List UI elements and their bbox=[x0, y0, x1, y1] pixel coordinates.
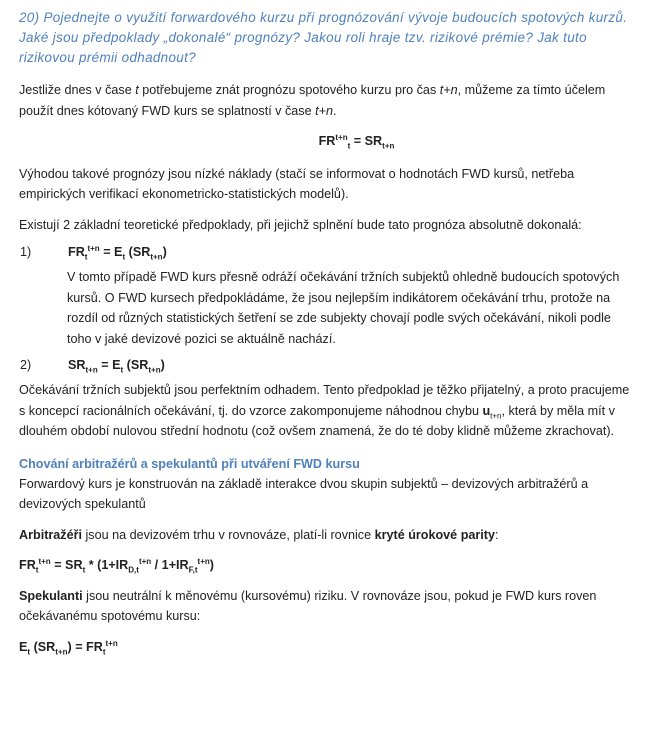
arbitrageurs-paragraph: Arbitražéři jsou na devizovém trhu v rovnováze, platí-li rovnice kryté úrokové parity: bbox=[19, 527, 499, 542]
advantage-paragraph: Výhodou takové prognózy jsou nízké náklady (stačí se informovat o hodnotách FWD kursů, netřeba empirických verifikací ekonometricko-statistických modelů). bbox=[19, 166, 575, 201]
intro-paragraph: Jestliže dnes v čase t potřebujeme znát prognózu spotového kurzu pro čas t+n, můžeme za tímto účelem použít dnes kótovaný FWD kurs se splatností v čase t+n. bbox=[19, 83, 606, 118]
parity-formula: $FR_t^{t+n} = SR_t * (1+IR_{D,t}^{t+n} / 1+IR_{F,t}^{t+n})$ bbox=[19, 556, 214, 575]
main-formula: $FR^{t+n}_t = SR_{t+n}$ bbox=[318, 132, 395, 151]
assumption-1 bbox=[19, 243, 634, 262]
assumptions-intro: Existují 2 základní teoretické předpoklady, při jejichž splnění bude tato prognóza absolutně dokonalá: bbox=[19, 217, 582, 232]
assumption-2-formula: $SR_{t+n} = E_t$ $(SR_{t+n})$ bbox=[68, 358, 165, 375]
section-intro: Forwardový kurs je konstruován na základě interakce dvou skupin subjektů – devizových arbitražérů a devizových spekulantů bbox=[19, 476, 589, 511]
document-page bbox=[19, 8, 634, 667]
assumption-2 bbox=[19, 358, 634, 375]
question-heading: 20) Pojednejte o využití forwardového kurzu při prognózování vývoje budoucích spotových kurzů. Jaké jsou předpoklady „dokonalé“ prognózy? Jakou roli hraje tzv. rizikové prémie? Jak tuto rizikovou prémii odhadnout? bbox=[19, 10, 628, 65]
section-heading: Chování arbitražérů a spekulantů při utváření FWD kursu bbox=[19, 456, 360, 471]
assumption-1-formula: $FR_t^{t+n} = E_t$ $(SR_{t+n})$ bbox=[68, 243, 167, 262]
expectations-paragraph: Očekávání tržních subjektů jsou perfektním odhadem. Tento předpoklad je těžko přijatelný, a proto pracujeme s koncepcí racionálních očekávání, tj. do vzorce zakomponujeme náhodnou chybu $u_{t+n}$, která by měla mít v dlouhém období nulovou střední hodnotu (což ovšem znamená, že do té doby klidně můžeme zkrachovat). bbox=[19, 383, 630, 438]
assumption-1-explanation: V tomto případě FWD kurs přesně odráží očekávání tržních subjektů ohledně budoucích spotových kursů. O FWD kursech předpokládáme, že jsou nejlepším indikátorem očekávání trhu, protože na rozdíl od různých statistických šetření se zde subjekty chovají podle svých očekávání, nikoli podle toho v jaké devizové pozici se aktuálně nachází. bbox=[67, 270, 620, 346]
assumption-1-number: 1) bbox=[20, 245, 32, 259]
assumption-2-number: 2) bbox=[20, 358, 32, 372]
speculators-paragraph: Spekulanti jsou neutrální k měnovému (kursovému) riziku. V rovnováze jsou, pokud je FWD kurs roven očekávanému spotovému kursu: bbox=[19, 588, 597, 623]
final-formula: $E_t$ $(SR_{t+n}) = FR_t^{t+n}$ bbox=[19, 638, 118, 657]
